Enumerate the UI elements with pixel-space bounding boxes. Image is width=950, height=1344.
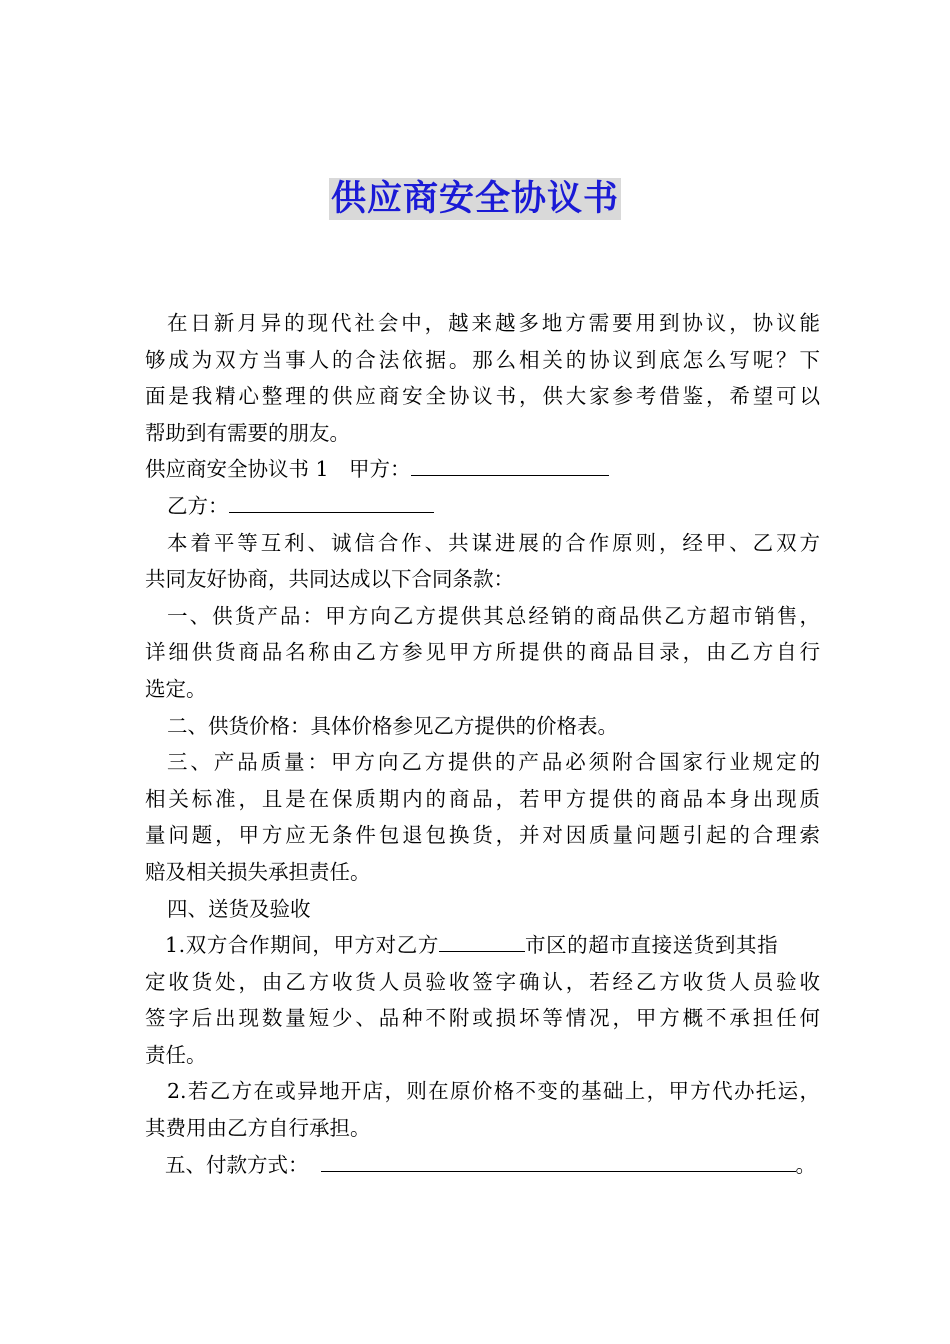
paragraph-line: 2.若乙方在或异地开店，则在原价格不变的基础上，甲方代办托运，: [167, 1079, 820, 1104]
delivery-clause-suffix: 市区的超市直接送货到其指: [524, 933, 779, 958]
paragraph-line: 赔及相关损失承担责任。: [145, 859, 371, 884]
party-a-blank: [411, 453, 609, 476]
paragraph-line: 三、产品质量：甲方向乙方提供的产品必须附合国家行业规定的: [167, 750, 820, 775]
party-a-line: [145, 451, 820, 488]
delivery-clause-line: [145, 927, 820, 964]
intro-paragraph: [145, 305, 820, 451]
paragraph-line: 一、供货产品：甲方向乙方提供其总经销的商品供乙方超市销售，: [167, 603, 820, 628]
paragraph-line: 责任。: [145, 1042, 207, 1067]
payment-label: 五、付款方式：: [165, 1152, 309, 1177]
paragraph-line: 在日新月异的现代社会中，越来越多地方需要用到协议，协议能: [167, 311, 820, 335]
party-b-line: [145, 488, 820, 525]
delivery-clauses-section: [145, 964, 820, 1147]
title-container: [0, 178, 950, 220]
paragraph-line: 本着平等互利、诚信合作、共谋进展的合作原则，经甲、乙双方: [167, 530, 820, 555]
party-a-label: 供应商安全协议书 1 甲方：: [145, 457, 411, 482]
paragraph-line: 详细供货商品名称由乙方参见甲方所提供的商品目录，由乙方自行: [145, 640, 820, 665]
payment-blank: [321, 1149, 796, 1172]
document-body: [145, 305, 820, 1183]
party-b-blank: [229, 490, 434, 513]
paragraph-line: 相关标准，且是在保质期内的商品，若甲方提供的商品本身出现质: [145, 786, 820, 811]
paragraph-line: 二、供货价格：具体价格参见乙方提供的价格表。: [167, 713, 618, 738]
paragraph-line: 帮助到有需要的朋友。: [145, 420, 350, 445]
clauses-section: [145, 525, 820, 928]
paragraph-line: 共同友好协商，共同达成以下合同条款：: [145, 567, 514, 592]
paragraph-line: 其费用由乙方自行承担。: [145, 1116, 371, 1141]
paragraph-line: 签字后出现数量短少、品种不附或损坏等情况，甲方概不承担任何: [145, 1006, 820, 1031]
paragraph-line: 定收货处，由乙方收货人员验收签字确认，若经乙方收货人员验收: [145, 969, 820, 994]
paragraph-line: 面是我精心整理的供应商安全协议书，供大家参考借鉴，希望可以: [145, 384, 820, 409]
payment-end: 。: [795, 1152, 816, 1177]
delivery-clause-prefix: 1.双方合作期间，甲方对乙方: [165, 933, 439, 958]
paragraph-line: 四、送货及验收: [167, 896, 311, 921]
payment-line: [145, 1147, 820, 1184]
document-title: 供应商安全协议书: [330, 179, 619, 219]
delivery-city-blank: [439, 929, 525, 952]
paragraph-line: 够成为双方当事人的合法依据。那么相关的协议到底怎么写呢？下: [145, 347, 820, 372]
paragraph-line: 选定。: [145, 676, 207, 701]
party-b-label: 乙方：: [167, 493, 229, 518]
paragraph-line: 量问题，甲方应无条件包退包换货，并对因质量问题引起的合理索: [145, 823, 820, 848]
